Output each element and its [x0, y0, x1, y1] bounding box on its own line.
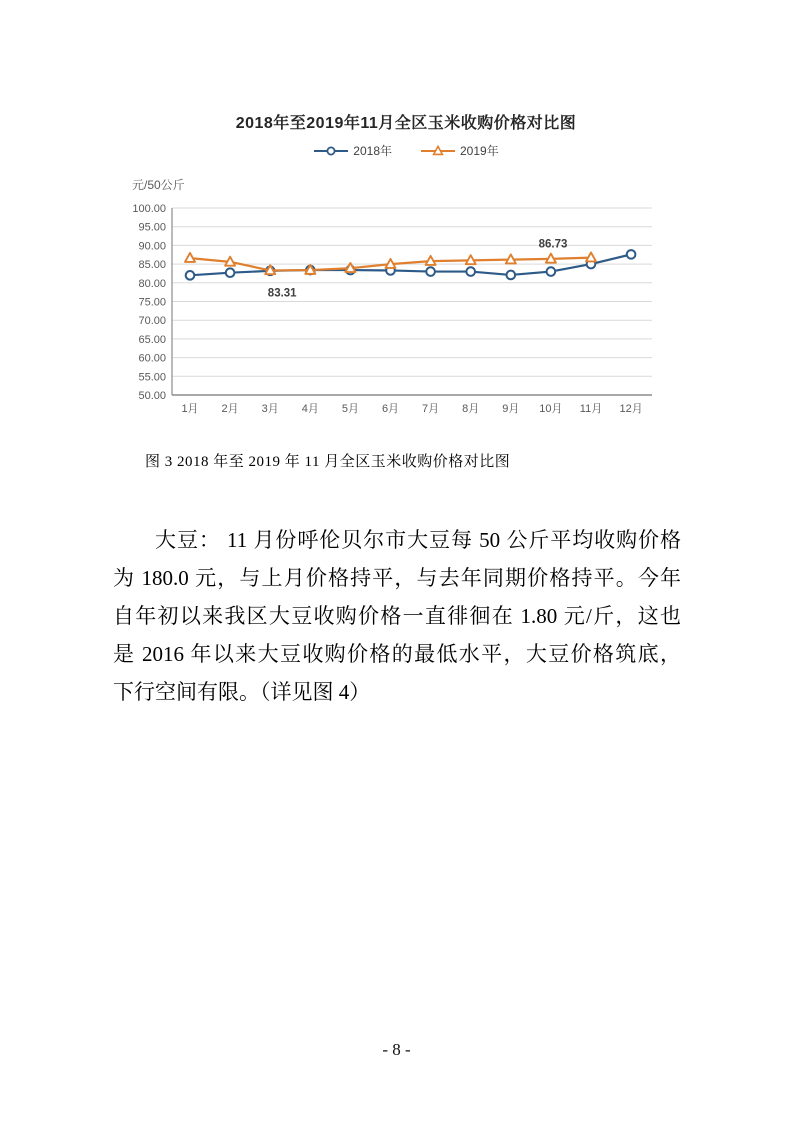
svg-text:11月: 11月 [579, 403, 603, 415]
legend-item-2019年 [420, 142, 499, 159]
svg-text:86.73: 86.73 [538, 238, 568, 251]
chart-title: 2018年至2019年11月全区玉米收购价格对比图 [235, 115, 577, 132]
corn-price-chart [130, 110, 682, 159]
svg-text:10月: 10月 [539, 403, 563, 415]
chart-legend [130, 142, 682, 159]
paragraph-line: 下行空间有限。（详见图 4） [113, 680, 371, 704]
svg-text:60.00: 60.00 [138, 352, 166, 365]
svg-text:50.00: 50.00 [138, 390, 166, 402]
svg-text:4月: 4月 [301, 403, 319, 415]
paragraph-line: 为 180.0 元，与上月价格持平，与去年同期价格持平。今年 [113, 566, 681, 590]
legend-item-2018年 [313, 142, 392, 159]
svg-text:6月: 6月 [381, 403, 400, 415]
svg-text:85.00: 85.00 [138, 259, 166, 272]
svg-text:83.31: 83.31 [267, 287, 297, 300]
body-paragraph [113, 521, 681, 711]
svg-text:95.00: 95.00 [138, 221, 166, 234]
svg-text:7月: 7月 [422, 403, 440, 415]
svg-text:3月: 3月 [261, 403, 279, 415]
svg-text:1月: 1月 [181, 403, 199, 415]
svg-text:100.00: 100.00 [132, 203, 166, 215]
line-chart-plot [130, 200, 682, 428]
svg-text:55.00: 55.00 [138, 371, 166, 384]
figure-caption: 图 3 2018 年至 2019 年 11 月全区玉米收购价格对比图 [145, 454, 511, 470]
circle-marker-icon [313, 145, 349, 157]
svg-text:2月: 2月 [221, 403, 239, 415]
svg-text:65.00: 65.00 [138, 333, 166, 346]
svg-text:12月: 12月 [619, 403, 643, 415]
x-axis-labels [181, 402, 642, 415]
svg-text:9月: 9月 [502, 403, 520, 415]
triangle-marker-icon [420, 145, 456, 157]
paragraph-line: 自年初以来我区大豆收购价格一直徘徊在 1.80 元/斤，这也 [113, 604, 681, 628]
y-axis-unit-label: 元/50公斤 [132, 178, 185, 192]
page-number: - 8 - [382, 1040, 411, 1059]
legend-label: 2018年 [353, 144, 392, 158]
series-2018年 [186, 250, 636, 280]
svg-text:70.00: 70.00 [138, 315, 166, 328]
paragraph-line: 大豆： 11 月份呼伦贝尔市大豆每 50 公斤平均收购价格 [155, 528, 681, 552]
legend-label: 2019年 [460, 144, 499, 158]
svg-text:75.00: 75.00 [138, 296, 166, 309]
svg-text:90.00: 90.00 [138, 240, 166, 253]
svg-text:8月: 8月 [462, 403, 480, 415]
paragraph-line: 是 2016 年以来大豆收购价格的最低水平，大豆价格筑底， [113, 642, 681, 666]
svg-text:80.00: 80.00 [138, 277, 166, 290]
svg-text:5月: 5月 [341, 403, 359, 415]
gridlines [132, 203, 652, 402]
